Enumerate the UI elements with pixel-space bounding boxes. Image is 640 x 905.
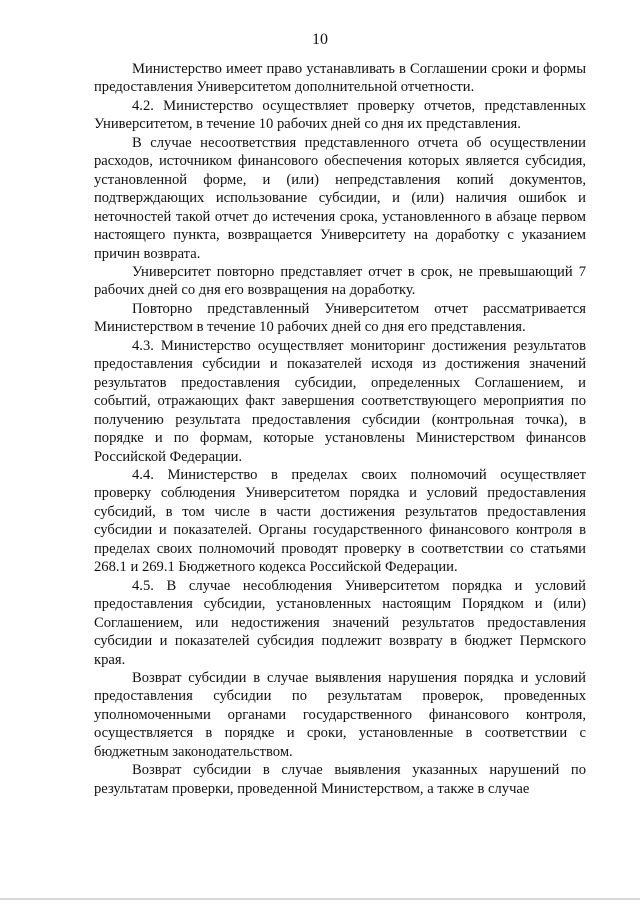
paragraph: Университет повторно представляет отчет в срок, не превышающий 7 рабочих дней со дня его возвращения на доработку. — [94, 263, 586, 299]
paragraph: 4.5. В случае несоблюдения Университетом порядка и условий предоставления субсидии, установленных настоящим Порядком и (или) Соглашением, или недостижения значений результатов предоставления субсидии и показателей субсидия подлежит возврату в бюджет Пермского края. — [94, 577, 586, 668]
paragraph: В случае несоответствия представленного отчета об осуществлении расходов, источником финансового обеспечения которых является субсидия, установленной форме, и (или) непредставления копий документов, подтверждающих использование субсидии, и (или) наличия ошибок и неточностей такой отчет до истечения срока, установленного в абзаце первом настоящего пункта, возвращается Университету на доработку с указанием причин возврата. — [94, 134, 586, 262]
paragraph: Повторно представленный Университетом отчет рассматривается Министерством в течение 10 рабочих дней со дня его представления. — [94, 300, 586, 336]
document-body — [94, 60, 586, 798]
page-bottom-edge — [0, 898, 640, 900]
paragraph: 4.2. Министерство осуществляет проверку отчетов, представленных Университетом, в течение 10 рабочих дней со дня их представления. — [94, 97, 586, 133]
page-number: 10 — [312, 31, 328, 48]
paragraph: 4.4. Министерство в пределах своих полномочий осуществляет проверку соблюдения Университетом порядка и условий предоставления субсидий, в том числе в части достижения результатов предоставления субсидии и показателей. Органы государственного финансового контроля в пределах своих полномочий проводят проверку в соответствии со статьями 268.1 и 269.1 Бюджетного кодекса Российской Федерации. — [94, 466, 586, 576]
paragraph: Возврат субсидии в случае выявления нарушения порядка и условий предоставления субсидии по результатам проверок, проведенных уполномоченными органами государственного финансового контроля, осуществляется в порядке и сроки, установленные в соответствии с бюджетным законодательством. — [94, 669, 586, 760]
paragraph: 4.3. Министерство осуществляет мониторинг достижения результатов предоставления субсидии и показателей исходя из достижения значений результатов предоставления субсидии, определенных Соглашением, и событий, отражающих факт завершения соответствующего мероприятия по получению результата предоставления субсидии (контрольная точка), в порядке и по формам, которые установлены Министерством финансов Российской Федерации. — [94, 337, 586, 465]
paragraph: Возврат субсидии в случае выявления указанных нарушений по результатам проверки, проведенной Министерством, а также в случае — [94, 762, 586, 797]
paragraph: Министерство имеет право устанавливать в Соглашении сроки и формы предоставления Университетом дополнительной отчетности. — [94, 61, 586, 96]
